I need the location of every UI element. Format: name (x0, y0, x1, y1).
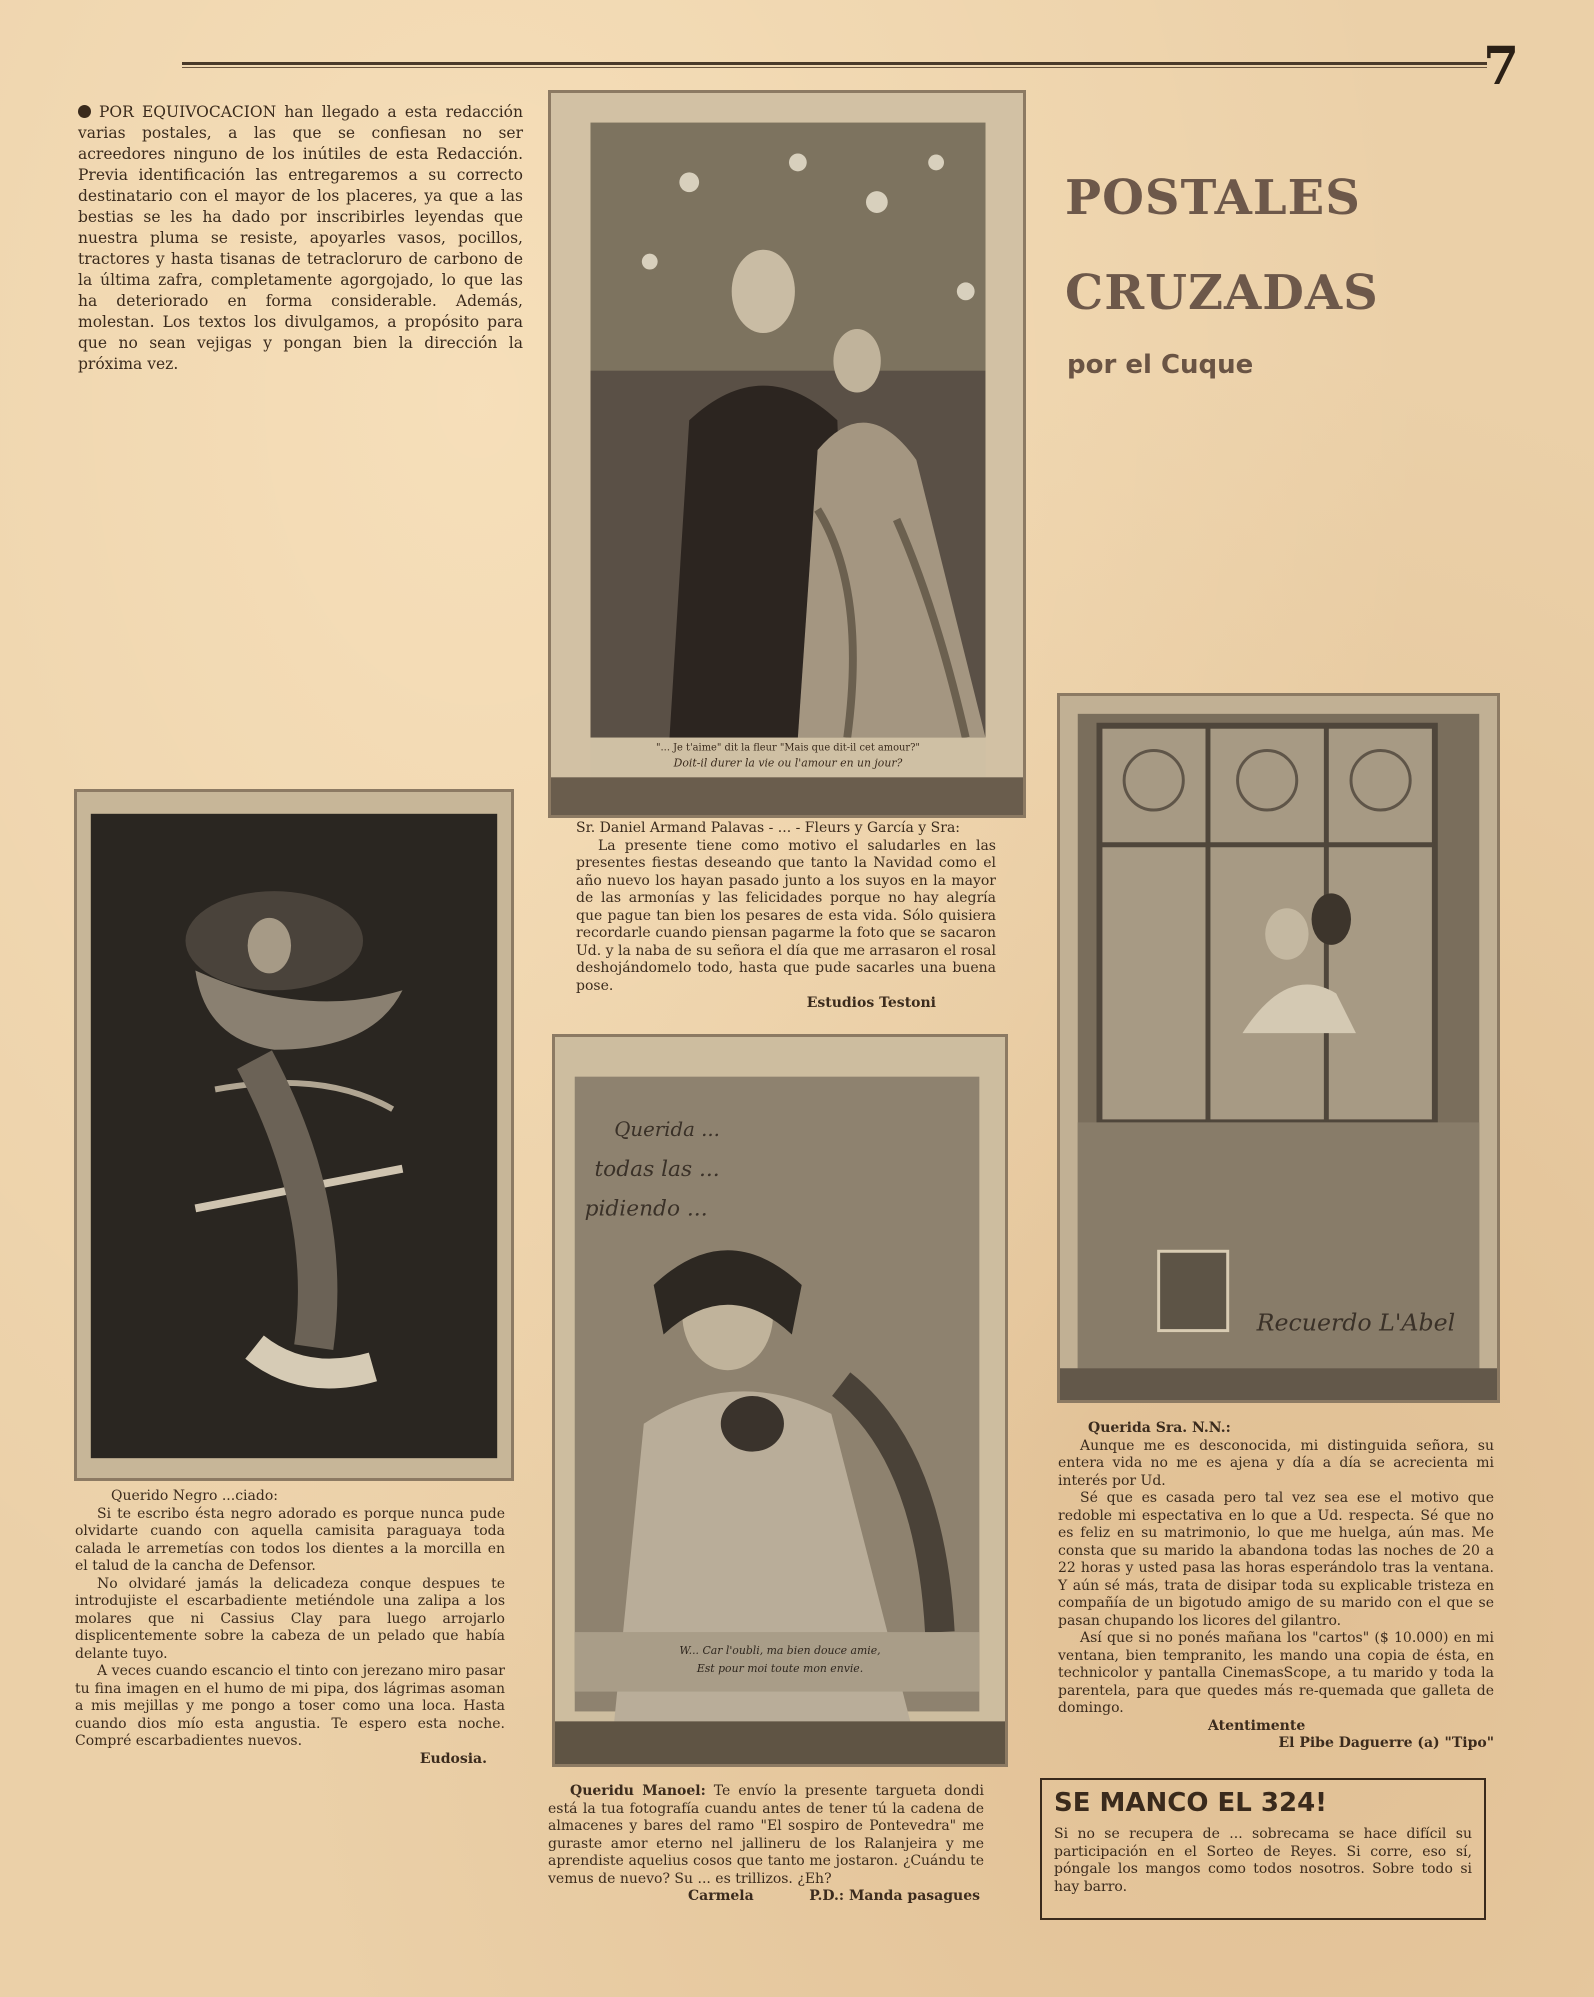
girl-postscript: P.D.: Manda pasagues (809, 1888, 980, 1904)
dancer-photo-graphic (77, 792, 511, 1478)
window-photo-graphic (1060, 696, 1497, 1400)
window-letter (1058, 1420, 1494, 1753)
couple-letter (576, 820, 996, 1013)
couple-inscription-1: "... Je t'aime" dit la fleur "Mais que dit-il cet amour?" (656, 742, 920, 754)
top-rule (182, 62, 1487, 65)
dancer-postcard-photo (74, 789, 514, 1481)
couple-signature: Estudios Testoni (806, 995, 936, 1011)
dancer-paragraph-2: No olvidaré jamás la delicadeza conque despues te introdujiste el escarbadiente metiéndole una zalipa a los molares que ni Cassius Clay para luego arrojarlo displicentemente sobre la cabeza de un pelado que había delante tuyo. (75, 1575, 505, 1662)
couple-postcard-photo (548, 90, 1026, 818)
girl-handwriting-3: pidiendo ... (584, 1196, 708, 1222)
girl-handwriting-2: todas las ... (594, 1156, 720, 1182)
window-handwriting: Recuerdo L'Abel (1256, 1308, 1456, 1337)
girl-handwriting-1: Querida ... (614, 1118, 720, 1142)
couple-body: La presente tiene como motivo el saludarles en las presentes fiestas deseando que tanto la Navidad como el año nuevo los hayan pasado junto a los suyos en la mayor de las armonías y las felicidades porque no hay alegría que pague tan bien los pesares de esta vida. Sólo quisiera recordarle cuando piensan pagarme la foto que se sacaron Ud. y la naba de su señora el día que me arrasaron el rosal deshojándomelo todo, hasta que pude sacarles una buena pose. (576, 837, 996, 994)
window-paragraph-2: Sé que es casada pero tal vez sea ese el motivo que redoble mi espectativa en lo que a Ud. respecta. Sé que no es feliz en su matrimonio, lo que me huelga, aún mas. Me consta que su marido la abandona todas las noches de 20 a 22 horas y usted pasa las horas esperándolo tras la ventana. Y aún sé más, trata de disipar toda su explicable tristeza en compañía de un bigotudo amigo de su marido con el que se pasan chupando los licores del gilantro. (1058, 1490, 1494, 1629)
intro-paragraph (78, 102, 523, 375)
headline-line1: POSTALES (1065, 170, 1361, 226)
girl-salutation: Queridu Manoel: (570, 1783, 706, 1799)
window-closing: Atentimente (1208, 1717, 1306, 1734)
intro-text: POR EQUIVOCACION han llegado a esta redacción varias postales, a las que se confiesan no ser acreedores ninguno de los inútiles de esta Redacción. Previa identificación las entregaremos a su correcto destinatario con el mayor de los placeres, ya que a las bestias se les ha dado por inscribirles leyendas que nuestra pluma se resiste, apoyarles vasos, pocillos, tractores y hasta tisanas de tetracloruro de carbono de la última zafra, completamente agorgojado, lo que las ha deteriorado en forma considerable. Además, molestan. Los textos los divulgamos, a propósito para que no sean vejigas y pongan bien la dirección la próxima vez. (78, 103, 523, 373)
bullet-icon (78, 105, 91, 118)
couple-photo-graphic (551, 93, 1023, 815)
dancer-paragraph-1: Si te escribo ésta negro adorado es porque nunca pude olvidarte cuando con aquella camisita paraguaya toda calada le arremetías con todos los dientes a la morcilla en el talud de la cancha de Defensor. (75, 1505, 505, 1574)
window-salutation: Querida Sra. N.N.: (1088, 1420, 1231, 1436)
window-signature: El Pibe Daguerre (a) "Tipo" (1278, 1735, 1494, 1751)
window-paragraph-1: Aunque me es desconocida, mi distinguida señora, su entera vida no me es ajena y día a día se acrecienta mi interés por Ud. (1058, 1437, 1494, 1489)
dancer-signature: Eudosia. (419, 1750, 487, 1767)
dancer-paragraph-3: A veces cuando escancio el tinto con jerezano miro pasar tu fina imagen en el humo de mi pipa, dos lágrimas asoman a mis mejillas y me pongo a toser como una loca. Hasta cuando dios mío esta angustia. Te espero esta noche. Compré escarbadientes nuevos. (75, 1663, 505, 1749)
ad-body: Si no se recupera de ... sobrecama se hace difícil su participación en el Sorteo de Reyes. Si corre, eso sí, póngale los mangos como todos nosotros. Sobre todo si hay barro. (1054, 1826, 1472, 1895)
girl-signature: Carmela (688, 1888, 754, 1904)
window-postcard-photo (1057, 693, 1500, 1403)
girl-postcard-photo (552, 1034, 1008, 1767)
dancer-letter (75, 1488, 505, 1768)
top-rule-thin (182, 67, 1487, 68)
headline-line2: CRUZADAS (1065, 265, 1379, 321)
dancer-salutation: Querido Negro ...ciado: (111, 1488, 278, 1504)
girl-body: Te envío la presente targueta dondi está la tua fotografía cuandu antes de tener tú la cadena de almacenes y bares del ramo "El sospiro de Pontevedra" me guraste amor eterno nel jallineru de los Ralanjeira y me aprendiste aquelius cosos que tanto me jostaron. ¿Cuándu te vemus de nuevo? Su ... es trillizos. ¿Eh? (548, 1783, 985, 1887)
couple-salutation: Sr. Daniel Armand Palavas - ... - Fleurs y García y Sra: (576, 820, 961, 836)
window-paragraph-3: Así que si no ponés mañana los "cartos" ($ 10.000) en mi ventana, bien tempranito, les mando una copia de ésta, en technicolor y pantalla CinemasScope, a tu marido y toda la parentela, para que quedes más re-quemada que galleta de domingo. (1058, 1630, 1494, 1716)
ad-heading: SE MANCO EL 324! (1054, 1788, 1328, 1818)
girl-photo-graphic (555, 1037, 1005, 1764)
byline: por el Cuque (1067, 350, 1254, 380)
girl-letter (548, 1783, 984, 1906)
girl-inscription-1: W... Car l'oubli, ma bien douce amie, (679, 1643, 881, 1657)
ad-box (1040, 1778, 1486, 1920)
page-number: 7 (1483, 36, 1520, 97)
couple-inscription-2: Doit-il durer la vie ou l'amour en un jour? (673, 756, 903, 770)
girl-inscription-2: Est pour moi toute mon envie. (696, 1661, 864, 1675)
